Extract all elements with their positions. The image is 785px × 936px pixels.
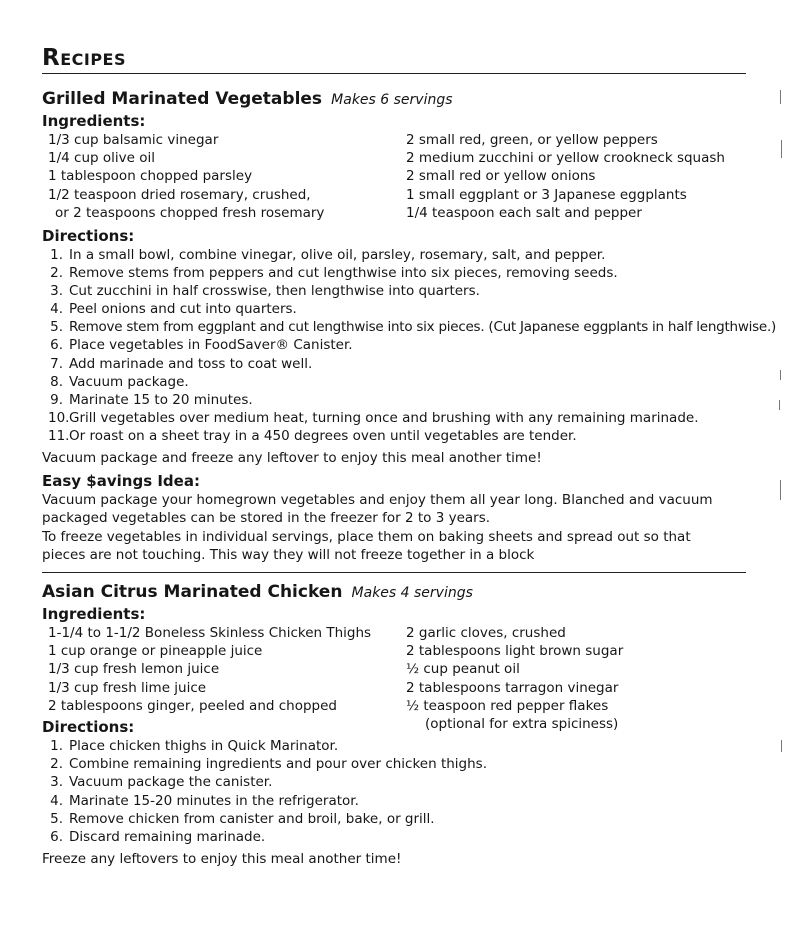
ingredients-list xyxy=(42,624,746,733)
ingredient-item: 1/4 teaspoon each salt and pepper xyxy=(406,204,642,221)
title-divider xyxy=(42,73,746,74)
directions-heading: Directions: xyxy=(42,227,135,246)
ingredient-item: 2 tablespoons light brown sugar xyxy=(406,643,624,660)
ingredient-item: 2 medium zucchini or yellow crookneck squash xyxy=(406,150,725,167)
closing-note: Freeze any leftovers to enjoy this meal another time! xyxy=(42,850,402,867)
savings-heading: Easy $avings Idea: xyxy=(42,472,200,491)
ingredient-item: 2 garlic cloves, crushed xyxy=(406,625,566,642)
direction-step: 1. Place chicken thighs in Quick Marinator. xyxy=(50,738,339,755)
ingredients-left-column xyxy=(42,131,400,222)
recipe-servings: Makes 4 servings xyxy=(351,585,473,602)
ingredient-item: 1 cup orange or pineapple juice xyxy=(48,643,263,660)
ingredient-item: or 2 teaspoons chopped fresh rosemary xyxy=(55,204,325,221)
savings-line: pieces are not touching. This way they will not freeze together in a block xyxy=(42,546,535,563)
recipe-name: Grilled Marinated Vegetables xyxy=(42,89,323,109)
ingredient-item: 1/3 cup fresh lemon juice xyxy=(48,661,220,678)
direction-step: 3. Vacuum package the canister. xyxy=(50,774,273,791)
ingredient-item: 1/4 cup olive oil xyxy=(48,150,155,167)
page-title: Recipes xyxy=(42,45,127,71)
savings-line: To freeze vegetables in individual servings, place them on baking sheets and spread out so that xyxy=(42,528,691,545)
direction-step: 2. Remove stems from peppers and cut lengthwise into six pieces, removing seeds. xyxy=(50,265,618,282)
recipe-divider xyxy=(42,572,746,573)
direction-step: 6. Place vegetables in FoodSaver® Canister. xyxy=(50,337,353,354)
savings-paragraph xyxy=(42,491,746,564)
ingredient-item: 2 tablespoons tarragon vinegar xyxy=(406,679,619,696)
direction-step: 4. Peel onions and cut into quarters. xyxy=(50,301,297,318)
direction-step: 11.Or roast on a sheet tray in a 450 degrees oven until vegetables are tender. xyxy=(48,427,577,444)
direction-step: 6. Discard remaining marinade. xyxy=(50,828,266,845)
ingredient-item: 1 small eggplant or 3 Japanese eggplants xyxy=(406,186,687,203)
direction-step: 8. Vacuum package. xyxy=(50,373,189,390)
recipe-page xyxy=(42,44,777,868)
savings-line: Vacuum package your homegrown vegetables and enjoy them all year long. Blanched and vacuum xyxy=(42,492,713,509)
ingredient-item: 1/3 cup balsamic vinegar xyxy=(48,132,219,148)
savings-line: packaged vegetables can be stored in the freezer for 2 to 3 years. xyxy=(42,510,491,527)
ingredient-item: 2 small red or yellow onions xyxy=(406,168,596,185)
direction-step: 9. Marinate 15 to 20 minutes. xyxy=(50,391,253,408)
ingredient-item: 1/2 teaspoon dried rosemary, crushed, xyxy=(48,186,311,203)
direction-step: 2. Combine remaining ingredients and pour over chicken thighs. xyxy=(50,756,488,773)
closing-note: Vacuum package and freeze any leftover to enjoy this meal another time! xyxy=(42,450,542,467)
ingredients-right-column xyxy=(400,624,746,733)
recipe-grilled-vegetables xyxy=(42,88,777,564)
ingredient-item: 1-1/4 to 1-1/2 Boneless Skinless Chicken Thighs xyxy=(48,625,372,642)
ingredient-item: ½ cup peanut oil xyxy=(406,661,520,678)
direction-step: 3. Cut zucchini in half crosswise, then lengthwise into quarters. xyxy=(50,283,480,300)
directions-heading: Directions: xyxy=(42,718,135,737)
recipe-servings: Makes 6 servings xyxy=(331,92,453,108)
direction-step: 7. Add marinade and toss to coat well. xyxy=(50,355,313,372)
direction-step: 5. Remove chicken from canister and broil, bake, or grill. xyxy=(50,810,435,827)
ingredient-item: 2 small red, green, or yellow peppers xyxy=(406,132,658,148)
recipe-asian-citrus-chicken xyxy=(42,581,746,868)
ingredients-heading: Ingredients: xyxy=(42,112,146,130)
direction-step: 1. In a small bowl, combine vinegar, olive oil, parsley, rosemary, salt, and pepper. xyxy=(50,247,606,264)
direction-step: 4. Marinate 15-20 minutes in the refrigerator. xyxy=(50,792,359,809)
recipe-title xyxy=(42,88,746,111)
ingredient-item: 1/3 cup fresh lime juice xyxy=(48,679,207,696)
directions-list xyxy=(42,246,777,445)
directions-list xyxy=(42,737,746,846)
ingredient-item: ½ teaspoon red pepper flakes xyxy=(406,697,609,714)
direction-step: 5. Remove stem from eggplant and cut lengthwise into six pieces. (Cut Japanese eggplants in half lengthwise.) xyxy=(50,319,777,336)
ingredients-heading: Ingredients: xyxy=(42,605,146,624)
recipe-title xyxy=(42,581,746,604)
recipe-name: Asian Citrus Marinated Chicken xyxy=(42,582,343,603)
ingredient-item-note: (optional for extra spiciness) xyxy=(425,716,619,733)
ingredients-list xyxy=(42,131,746,222)
ingredients-right-column xyxy=(400,131,746,222)
direction-step: 10.Grill vegetables over medium heat, turning once and brushing with any remaining marinade. xyxy=(48,409,699,426)
ingredient-item: 1 tablespoon chopped parsley xyxy=(48,168,253,185)
ingredient-item: 2 tablespoons ginger, peeled and chopped xyxy=(48,697,337,714)
